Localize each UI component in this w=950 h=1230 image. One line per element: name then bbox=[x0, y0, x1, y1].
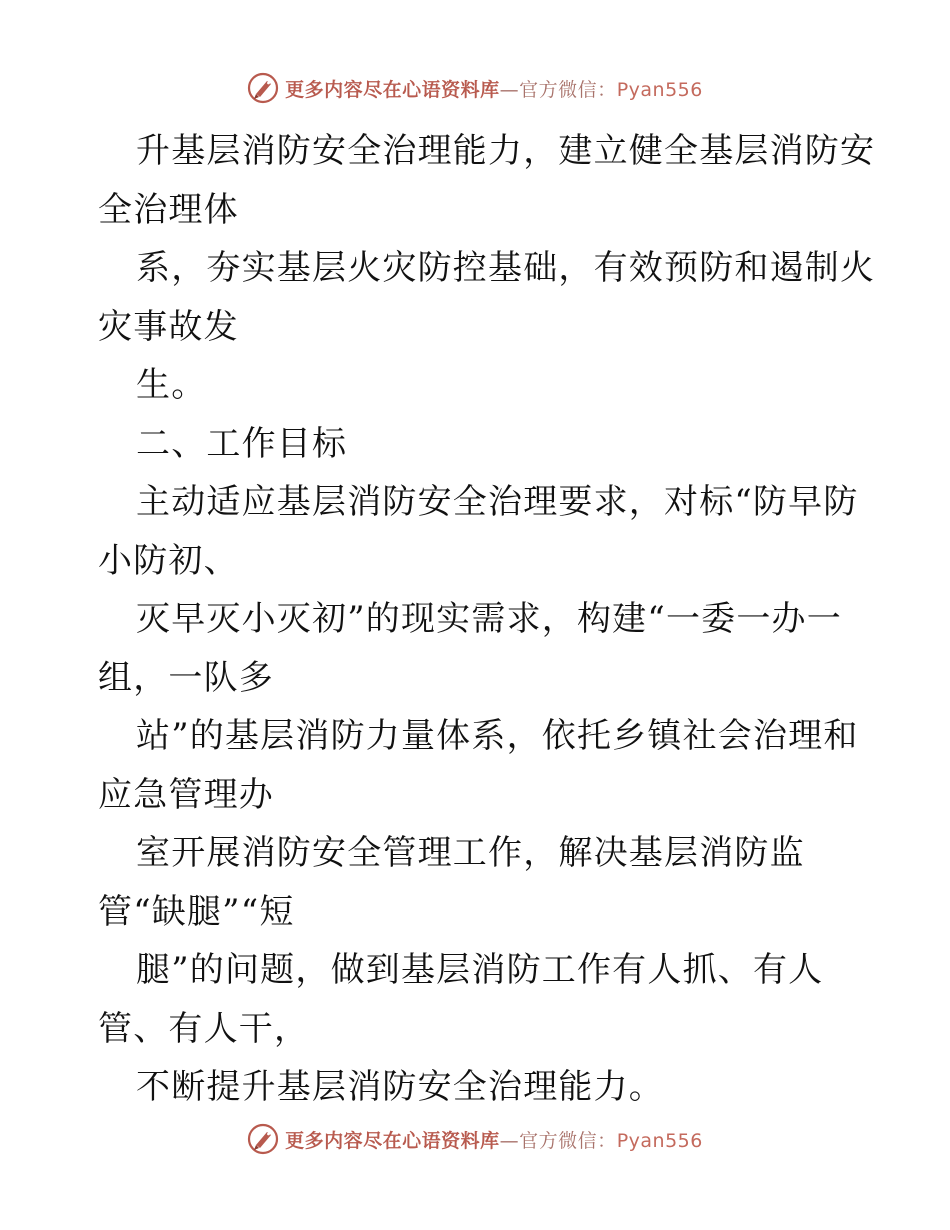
text-line: 灭早灭小灭初”的现实需求，构建“一委一办一 bbox=[136, 599, 842, 639]
watermark-separator: — bbox=[499, 1129, 520, 1152]
watermark-brand-text: 更多内容尽在心语资料库 bbox=[285, 78, 500, 101]
watermark-wechat-id: Pyan556 bbox=[616, 1129, 703, 1152]
text-line: 站”的基层消防力量体系，依托乡镇社会治理和 bbox=[136, 716, 859, 756]
text-line: 全治理体 bbox=[98, 189, 239, 230]
text-line: 室开展消防安全管理工作，解决基层消防监 bbox=[136, 833, 805, 873]
text-line: 主动适应基层消防安全治理要求，对标“防早防 bbox=[136, 482, 859, 522]
watermark-text bbox=[285, 1126, 703, 1153]
watermark-separator: — bbox=[499, 78, 520, 101]
text-line: 灾事故发 bbox=[98, 306, 239, 347]
text-line: 组，一队多 bbox=[98, 657, 274, 698]
watermark-wechat-label: 官方微信： bbox=[519, 1129, 617, 1152]
text-line: 应急管理办 bbox=[98, 774, 274, 815]
text-line: 生。 bbox=[136, 365, 207, 405]
text-line: 二、工作目标 bbox=[136, 423, 348, 464]
text-line: 系，夯实基层火灾防控基础，有效预防和遏制火 bbox=[136, 248, 876, 288]
pen-nib-logo-icon bbox=[247, 72, 279, 104]
footer-watermark bbox=[0, 1123, 950, 1155]
watermark-wechat-id: Pyan556 bbox=[616, 78, 703, 101]
text-line: 不断提升基层消防安全治理能力。 bbox=[136, 1067, 664, 1107]
text-line: 小防初、 bbox=[98, 540, 239, 581]
pen-nib-logo-icon bbox=[247, 1123, 279, 1155]
header-watermark bbox=[0, 72, 950, 104]
watermark-brand-text: 更多内容尽在心语资料库 bbox=[285, 1129, 500, 1152]
text-line: 管“缺腿”“短 bbox=[98, 891, 295, 932]
text-line: 升基层消防安全治理能力，建立健全基层消防安 bbox=[136, 131, 876, 171]
text-line: 腿”的问题，做到基层消防工作有人抓、有人 bbox=[136, 950, 824, 990]
watermark-text bbox=[285, 75, 703, 102]
watermark-wechat-label: 官方微信： bbox=[519, 78, 617, 101]
text-line: 管、有人干， bbox=[98, 1008, 310, 1049]
document-body bbox=[98, 122, 876, 1117]
